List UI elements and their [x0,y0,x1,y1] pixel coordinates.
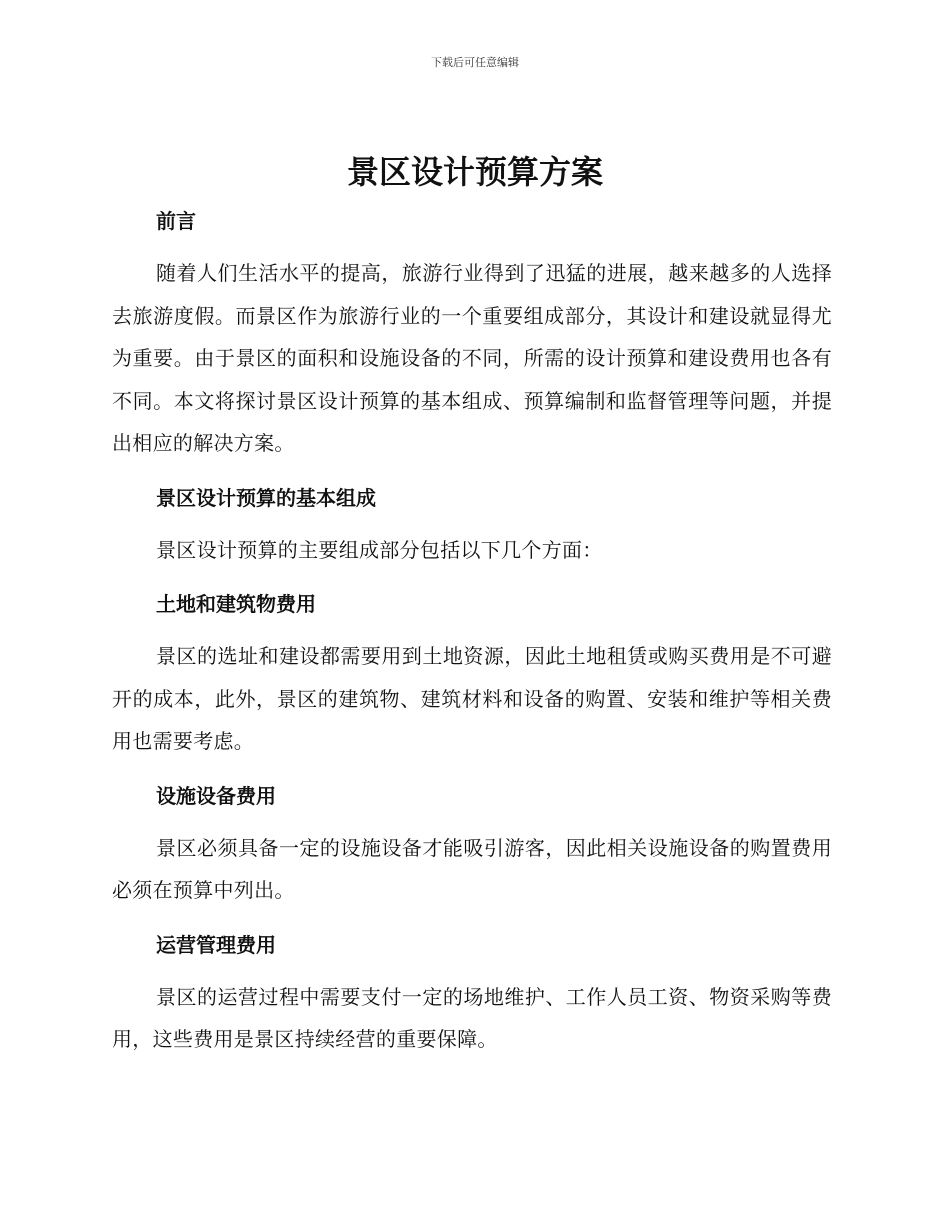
section-paragraph-operations: 景区的运营过程中需要支付一定的场地维护、工作人员工资、物资采购等费用，这些费用是景区持续经营的重要保障。 [112,984,832,1051]
page-title: 景区设计预算方案 [346,153,603,191]
section-paragraph-basic-components: 景区设计预算的主要组成部分包括以下几个方面： [156,537,603,562]
section-heading-facilities: 设施设备费用 [156,783,276,808]
section-paragraph-facilities: 景区必须具备一定的设施设备才能吸引游客，因此相关设施设备的购置费用必须在预算中列出。 [112,835,832,902]
section-heading-land-buildings: 土地和建筑物费用 [156,592,316,616]
section-heading-preface: 前言 [156,209,196,233]
section-heading-operations: 运营管理费用 [156,932,276,957]
header-note: 下载后可任意编辑 [431,56,519,69]
section-paragraph-land-buildings: 景区的选址和建设都需要用到土地资源，因此土地租赁或购买费用是不可避开的成本，此外，景区的建筑物、建筑材料和设备的购置、安装和维护等相关费用也需要考虑。 [112,644,832,753]
section-paragraph-preface: 随着人们生活水平的提高，旅游行业得到了迅猛的进展，越来越多的人选择去旅游度假。而景区作为旅游行业的一个重要组成部分，其设计和建设就显得尤为重要。由于景区的面积和设施设备的不同，所需的设计预算和建设费用也各有不同。本文将探讨景区设计预算的基本组成、预算编制和监督管理等问题，并提出相应的解决方案。 [112,261,832,455]
section-heading-basic-components: 景区设计预算的基本组成 [156,485,376,510]
document-body [112,200,832,1061]
